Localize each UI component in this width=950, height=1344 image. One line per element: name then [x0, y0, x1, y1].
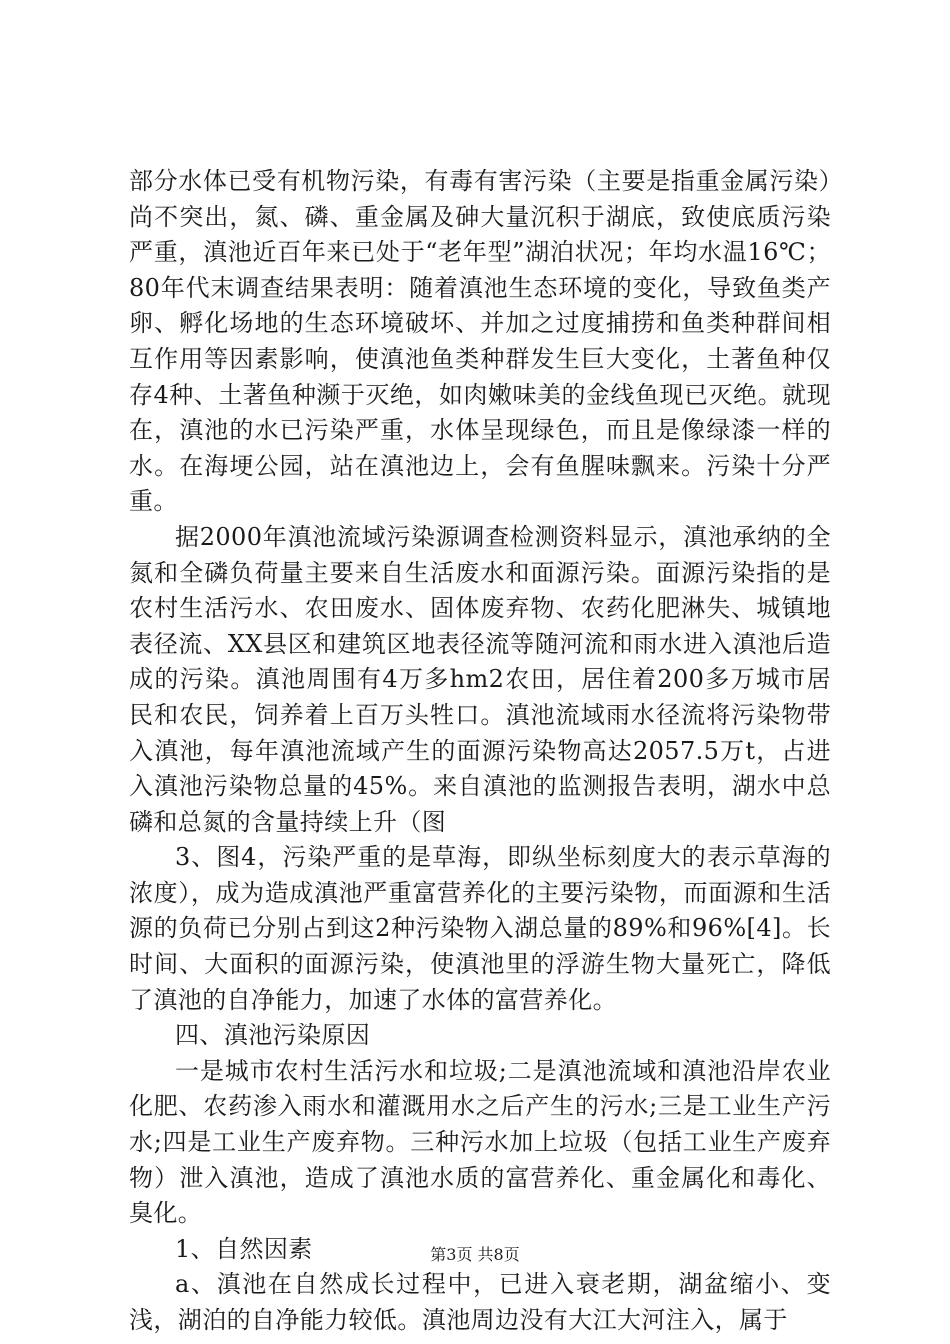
- paragraph-3: 3、图4，污染严重的是草海，即纵坐标刻度大的表示草海的浓度），成为造成滇池严重富营养化的主要污染物，而面源和生活源的负荷已分别占到这2种污染物入湖总量的89%和96%[4]。长时间、大面积的面源污染，使滇池里的浮游生物大量死亡，降低了滇池的自净能力，加速了水体的富营养化。: [129, 843, 831, 1014]
- document-body: [129, 164, 831, 1339]
- paragraph-5: 一是城市农村生活污水和垃圾;二是滇池流域和滇池沿岸农业化肥、农药渗入雨水和灌溉用水之后产生的污水;三是工业生产污水;四是工业生产废弃物。三种污水加上垃圾（包括工业生产废弃物）泄入滇池，造成了滇池水质的富营养化、重金属化和毒化、臭化。: [129, 1056, 831, 1228]
- page-footer: [0, 1242, 950, 1265]
- subheading-natural-factors: 1、自然因素: [175, 1234, 313, 1263]
- paragraph-7: a、滇池在自然成长过程中，已进入衰老期，湖盆缩小、变浅，湖泊的自净能力较低。滇池周边没有大江大河注入，属于: [129, 1270, 831, 1334]
- page-number-label: 第3页 共8页: [430, 1245, 520, 1264]
- paragraph-1: 部分水体已受有机物污染，有毒有害污染（主要是指重金属污染）尚不突出，氮、磷、重金属及砷大量沉积于湖底，致使底质污染严重，滇池近百年来已处于“老年型”湖泊状况；年均水温16℃；80年代末调查结果表明：随着滇池生态环境的变化，导致鱼类产卵、孵化场地的生态环境破坏、并加之过度捕捞和鱼类种群间相互作用等因素影响，使滇池鱼类种群发生巨大变化，土著鱼种仅存4种、土著鱼种濒于灭绝，如肉嫩味美的金线鱼现已灭绝。就现在，滇池的水已污染严重，水体呈现绿色，而且是像绿漆一样的水。在海埂公园，站在滇池边上，会有鱼腥味飘来。污染十分严重。: [129, 167, 831, 516]
- paragraph-2: 据2000年滇池流域污染源调查检测资料显示，滇池承纳的全氮和全磷负荷量主要来自生活废水和面源污染。面源污染指的是农村生活污水、农田废水、固体废弃物、农药化肥淋失、城镇地表径流、XX县区和建筑区地表径流等随河流和雨水进入滇池后造成的污染。滇池周围有4万多hm2农田，居住着200多万城市居民和农民，饲养着上百万头牲口。滇池流域雨水径流将污染物带入滇池，每年滇池流域产生的面源污染物高达2057.5万t，占进入滇池污染物总量的45%。来自滇池的监测报告表明，湖水中总磷和总氮的含量持续上升（图: [129, 522, 831, 836]
- section-heading-causes: 四、滇池污染原因: [175, 1021, 371, 1050]
